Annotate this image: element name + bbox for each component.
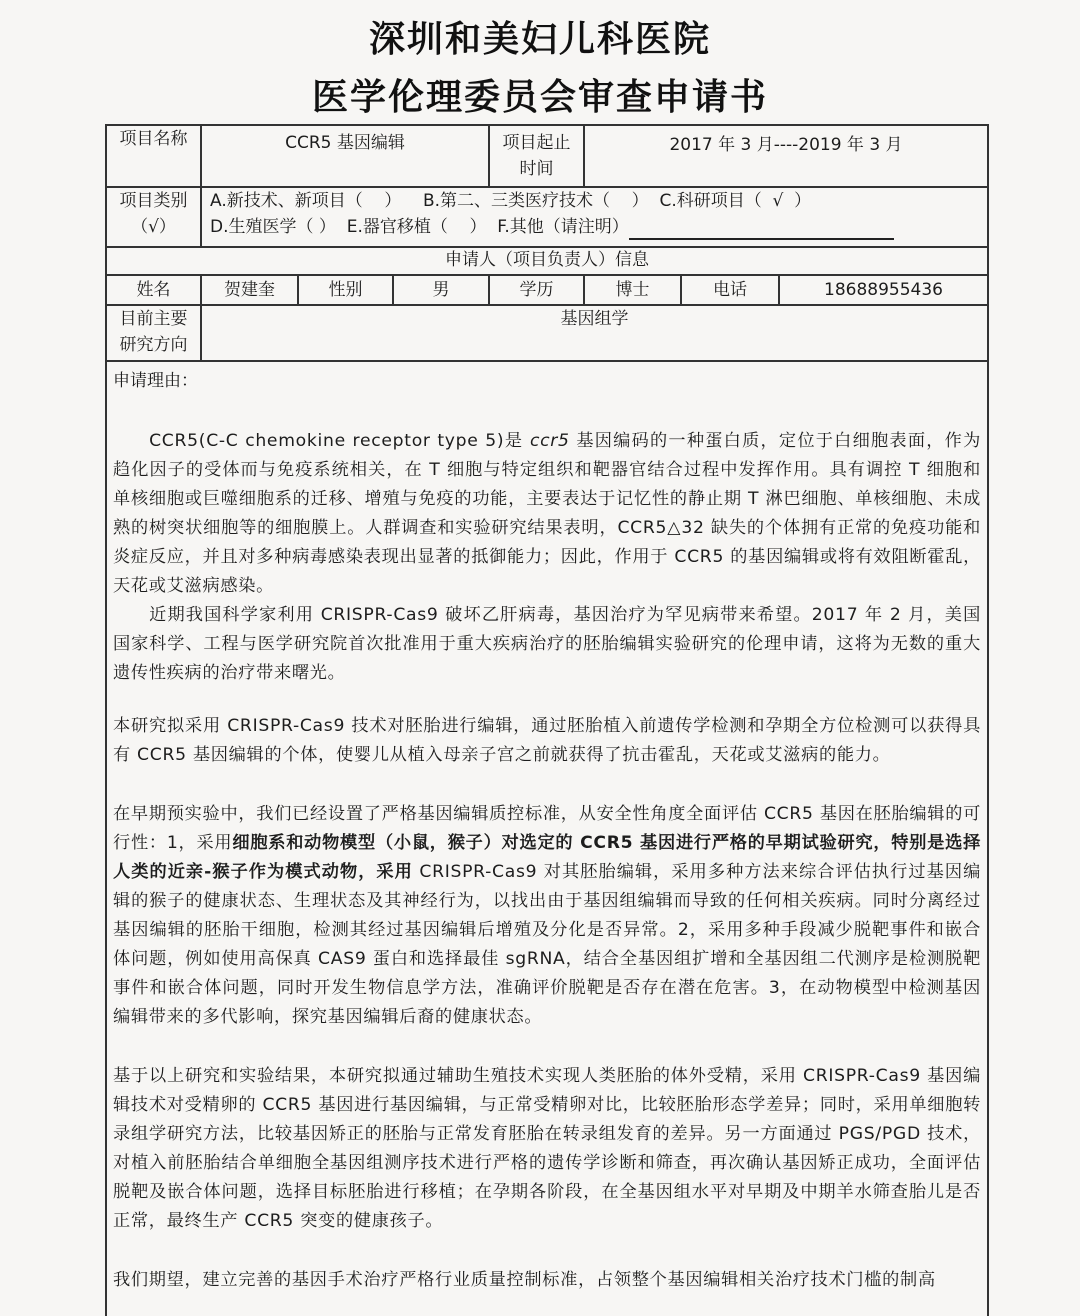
row-applicant-section bbox=[107, 246, 987, 276]
period-value: 2017 年 3 月----2019 年 3 月 bbox=[669, 135, 903, 155]
paragraph-study-plan: 本研究拟采用 CRISPR-Cas9 技术对胚胎进行编辑，通过胚胎植入前遗传学检测和孕期全方位检测可以获得具有 CCR5 基因编辑的个体，使婴儿从植入母亲子宫之前就获得了抗击霍乱，天花或艾滋病的能力。 bbox=[113, 716, 981, 765]
research-value: 基因组学 bbox=[560, 309, 629, 329]
hospital-name: 深圳和美妇儿科医院 bbox=[368, 18, 711, 60]
application-reason bbox=[107, 362, 987, 1295]
period-label bbox=[490, 126, 585, 186]
project-name-label: 项目名称 bbox=[107, 126, 202, 186]
row-category bbox=[107, 186, 987, 248]
row-applicant-info bbox=[107, 276, 987, 306]
phone-label: 电话 bbox=[682, 276, 780, 304]
form-title: 医学伦理委员会审查申请书 bbox=[311, 76, 768, 118]
education-label: 学历 bbox=[490, 276, 585, 304]
period-label-line1: 项目起止 bbox=[502, 133, 571, 153]
research-label-line2: 研究方向 bbox=[119, 335, 188, 355]
category-options-line2: D.生殖医学（ ） E.器官移植（ ） F.其他（请注明） bbox=[210, 217, 629, 237]
category-options bbox=[202, 186, 987, 246]
research-label-line1: 目前主要 bbox=[119, 309, 188, 329]
reason-label: 申请理由： bbox=[113, 371, 198, 391]
paragraph-preliminary bbox=[113, 800, 981, 1032]
paragraph-expectation: 我们期望，建立完善的基因手术治疗严格行业质量控制标准，占领整个基因编辑相关治疗技术门槛的制高 bbox=[113, 1270, 936, 1290]
gene-name: ccr5 bbox=[529, 431, 570, 451]
gender-label: 性别 bbox=[299, 276, 394, 304]
paragraph-method: 基于以上研究和实验结果，本研究拟通过辅助生殖技术实现人类胚胎的体外受精，采用 CRISPR-Cas9 基因编辑技术对受精卵的 CCR5 基因进行基因编辑，与正常受精卵对比，比较胚胎形态学差异；同时，采用单细胞转录组学研究方法，比较基因矫正的胚胎与正常发育胚胎在转录组发育的差异。另一方面通过 PGS/PGD 技术，对植入前胚胎结合单细胞全基因组测序技术进行严格的遗传学诊断和筛查，再次确认基因矫正成功，全面评估脱靶及嵌合体问题，选择目标胚胎进行移植；在孕期各阶段，在全基因组水平对早期及中期羊水筛查胎儿是否正常，最终生产 CCR5 突变的健康孩子。 bbox=[113, 1066, 981, 1231]
bold-text: 细胞系和动物模型（小鼠，猴子）对选定的 CCR5 基因进行严格的早期试验研究，特别是选择人类的近亲-猴子作为模式动物，采用 bbox=[113, 833, 981, 882]
text: CCR5(C-C chemokine receptor type 5)是 bbox=[149, 431, 530, 451]
row-research-direction bbox=[107, 306, 987, 362]
paragraph-ccr5-intro bbox=[113, 427, 981, 601]
name-value: 贺建奎 bbox=[202, 276, 299, 304]
category-label-line2: （√） bbox=[131, 217, 176, 237]
paragraph-background: 近期我国科学家利用 CRISPR-Cas9 破坏乙肝病毒，基因治疗为罕见病带来希望。2017 年 2 月，美国国家科学、工程与医学研究院首次批准用于重大疾病治疗的胚胎编辑实验研究的伦理申请，这将为无数的重大遗传性疾病的治疗带来曙光。 bbox=[113, 605, 981, 683]
applicant-section-title: 申请人（项目负责人）信息 bbox=[445, 250, 649, 270]
text: CRISPR-Cas9 对其胚胎编辑，采用多种方法来综合评估执行过基因编辑的猴子的健康状态、生理状态及其神经行为，以找出由于基因组编辑而导致的任何相关疾病。同时分离经过基因编辑的胚胎干细胞，检测其经过基因编辑后增殖及分化是否异常。2，采用多种手段减少脱靶事件和嵌合体问题，例如使用高保真 CAS9 蛋白和选择最佳 sgRNA，结合全基因组扩增和全基因组二代测序是检测脱靶事件和嵌合体问题，同时开发生物信息学方法，准确评价脱靶是否存在潜在危害。3，在动物模型中检测基因编辑带来的多代影响，探究基因编辑后裔的健康状态。 bbox=[113, 862, 981, 1027]
row-project-name bbox=[107, 126, 987, 188]
other-specify-line bbox=[629, 220, 894, 240]
text: 基因编码的一种蛋白质，定位于白细胞表面，作为趋化因子的受体而与免疫系统相关，在 T 细胞与特定组织和靶器官结合过程中发挥作用。具有调控 T 细胞和单核细胞或巨噬细胞系的迁移、增殖与免疫的功能，主要表达于记忆性的静止期 T 淋巴细胞、单核细胞、未成熟的树突状细胞等的细胞膜上。人群调查和实验研究结果表明，CCR5△32 缺失的个体拥有正常的免疫功能和炎症反应，并且对多种病毒感染表现出显著的抵御能力；因此，作用于 CCR5 的基因编辑或将有效阻断霍乱，天花或艾滋病感染。 bbox=[113, 431, 981, 596]
education-value: 博士 bbox=[585, 276, 682, 304]
name-label: 姓名 bbox=[107, 276, 202, 304]
text: 在早期预实验中，我们已经设置了严格基因编辑质控标准，从安全性角度全面评估 CCR5 基因在胚胎编辑的可行性：1，采用 bbox=[113, 804, 981, 853]
category-label-line1: 项目类别 bbox=[119, 191, 188, 211]
application-form-table bbox=[105, 124, 989, 1316]
gender-value: 男 bbox=[394, 276, 490, 304]
period-label-line2: 时间 bbox=[519, 159, 554, 179]
category-options-line1: A.新技术、新项目（ ） B.第二、三类医疗技术（ ） C.科研项目（ √ ） bbox=[210, 191, 812, 211]
category-label bbox=[107, 186, 202, 246]
research-label bbox=[107, 306, 202, 360]
project-name-value: CCR5 基因编辑 bbox=[202, 126, 490, 186]
phone-value: 18688955436 bbox=[824, 280, 943, 300]
